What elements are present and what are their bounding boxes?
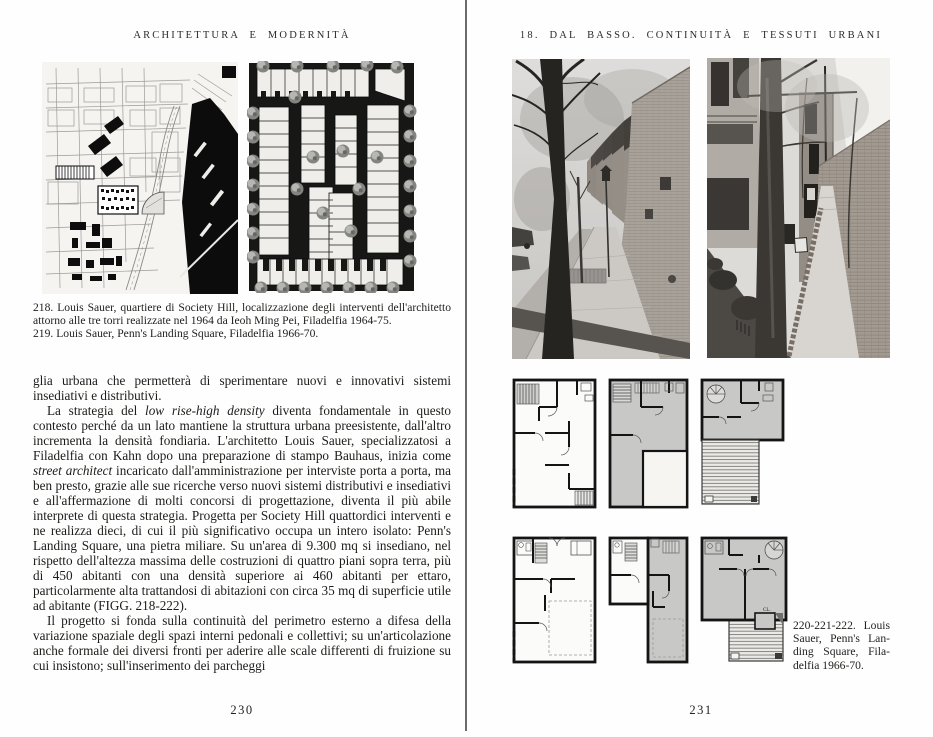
body-paragraph-2: La strategia del low rise-high density diventa fondamentale in questo contesto perché da un lato mantiene la struttura urbana preesistente, dall'altro incrementa la densità fondiaria. L'architetto Louis Sauer, specializzatosi a Filadelfia con Kahn dopo una preparazione di stampo Bauhaus, inizia come street architect incaricato dall'amministrazione per interviste porta a porta, ma ben presto, grazie alle sue ricerche verso nuovi sistemi distributivi e insediativi e all'affermazione di molti concorsi di progettazione, diventa il più abile interprete di questa strategia. Progetta per Society Hill quattordici interventi e ne realizza dieci, di cui il più significativo occupa un intero isolato: Penn's Landing Square, una pietra miliare. Su un'area di 9.300 mq si insediano, nel rispetto dell'altezza massima delle costruzioni di quattro piani sopra terra, più di 450 abitanti con una densità superiore ai 460 abitanti per ettaro, particolarmente alta trattandosi di abitazioni con circa 35 mq di superficie utile ad abitante (FIGG. 218-222).: [33, 403, 451, 613]
floor-plan-d-drawing: [511, 535, 598, 666]
page-divider-rule: [465, 0, 467, 731]
floor-plan-a: [511, 377, 598, 510]
figure-219-site-plan: [247, 61, 418, 293]
floor-plan-f-drawing: [699, 535, 791, 666]
floor-plan-c-drawing: [699, 377, 786, 510]
figure-221-courtyard-photo: [707, 58, 890, 358]
left-page-number: 230: [230, 703, 254, 717]
figure-220-street-photo: [512, 59, 690, 359]
plan-f-closet-label: CL.: [763, 608, 771, 613]
right-page-number: 231: [689, 703, 713, 717]
caption-218: 218. Louis Sauer, quartiere di Society Hill, localizzazione degli interventi dell'architetto attorno alle tre torri realizzate nel 1964 da Ieoh Ming Pei, Filadelfia 1964-75.: [33, 301, 451, 328]
floor-plan-a-drawing: [511, 377, 598, 510]
floor-plan-b-drawing: [607, 377, 690, 510]
society-hill-map-drawing: [42, 62, 238, 294]
figure-218-society-hill-map: [42, 62, 238, 294]
penns-landing-site-plan-drawing: [247, 61, 418, 293]
left-running-head: ARCHITETTURA E MODERNITÀ: [133, 30, 351, 41]
caption-220-222: 220-221-222. Louis Sauer, Penn's Landing Square, Filadelfia 1966-70.: [793, 619, 890, 672]
body-paragraph-3: Il progetto si fonda sulla continuità del perimetro esterno a difesa della variazione spaziale degli spazi interni pedonali e collettivi; su un'articolazione anche formale dei diversi fronti per aderire alle scale differenti di fruizione su cui insistono; sull'inserimento dei parcheggi: [33, 613, 451, 673]
courtyard-photo-drawing: [707, 58, 890, 358]
floor-plan-c: [699, 377, 786, 510]
street-photo-drawing: [512, 59, 690, 359]
italic-street-architect: street architect: [33, 463, 113, 478]
left-captions: [33, 301, 451, 341]
floor-plan-f: [699, 535, 791, 666]
body-text-column: [33, 373, 451, 673]
floor-plan-b: [607, 377, 690, 510]
body-paragraph-1: glia urbana che permetterà di sperimentare nuovi e innovativi sistemi insediativi e distributivi.: [33, 373, 451, 403]
italic-low-rise-high-density: low rise-high density: [145, 403, 265, 418]
right-running-head: 18. DAL BASSO. CONTINUITÀ E TESSUTI URBANI: [519, 30, 883, 41]
floor-plan-d: [511, 535, 598, 666]
floor-plan-e-drawing: [607, 535, 690, 666]
floor-plan-e: [607, 535, 690, 666]
caption-219: 219. Louis Sauer, Penn's Landing Square, Filadelfia 1966-70.: [33, 327, 319, 341]
